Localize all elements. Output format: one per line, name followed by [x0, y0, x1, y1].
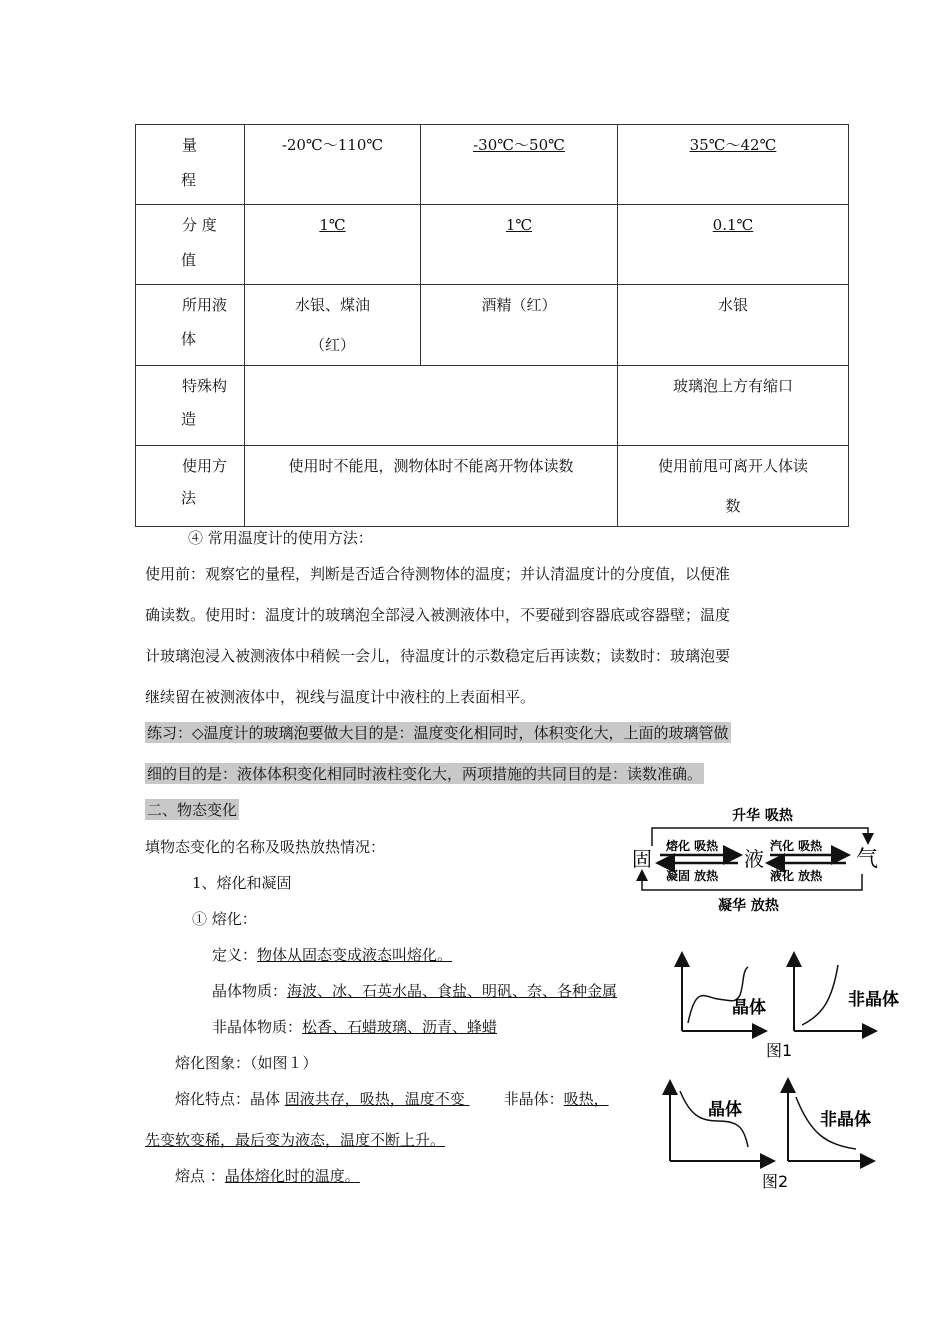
solid-label: 固 [632, 847, 652, 871]
figure-1 [670, 945, 899, 1065]
table-cell: -30℃～50℃ [421, 125, 618, 205]
exercise-line: 细的目的是：液体体积变化相同时液柱变化大，两项措施的共同目的是：读数准确。 [147, 765, 703, 783]
table-cell: 酒精（红） [421, 285, 618, 366]
table-row [136, 285, 849, 366]
exercise-line: 练习：◇温度计的玻璃泡要做大目的是：温度变化相同时，体积变化大，上面的玻璃管做 [147, 724, 729, 742]
liquid-label: 液 [744, 847, 764, 871]
table-cell: 1℃ [245, 205, 421, 285]
state-change-diagram [620, 800, 890, 915]
melting-feature: 熔化特点：晶体 固液共存，吸热，温度不变 非晶体：吸热， [175, 1090, 609, 1108]
table-cell: 使用时不能甩，测物体时不能离开物体读数 [245, 446, 618, 527]
table-row [136, 446, 849, 527]
row-label: 分 度 [136, 205, 245, 285]
table-cell: 35℃～42℃ [618, 125, 849, 205]
row-label-cont: 法 [181, 489, 197, 507]
row-label: 量 [136, 125, 245, 205]
gas-label: 气 [856, 847, 879, 872]
crystal-list: 晶体物质：海波、冰、石英水晶、食盐、明矾、奈、各种金属 [212, 982, 618, 1000]
table-cell: 1℃ [421, 205, 618, 285]
table-cell [245, 366, 618, 446]
fig1-noncrystal-label: 非晶体 [848, 990, 899, 1010]
table-cell: 水银 [618, 285, 849, 366]
usage-line: 使用前：观察它的量程，判断是否适合待测物体的温度；并认清温度计的分度值，以便准 [145, 565, 731, 583]
vaporization-label: 汽化 吸热 [770, 839, 823, 853]
noncrystal-melting-curve [802, 965, 838, 1025]
sub-heading: 1、熔化和凝固 [192, 874, 292, 892]
melting-feature-cont: 先变软变稀，最后变为液态，温度不断上升。 [145, 1131, 446, 1149]
row-label-cont: 值 [181, 251, 197, 269]
noncrystal-list: 非晶体物质：松香、石蜡玻璃、沥青、蜂蜡 [212, 1018, 498, 1036]
table-cell: -20℃～110℃ [245, 125, 421, 205]
melting-label: 熔化 吸热 [666, 839, 719, 853]
fig2-noncrystal-label: 非晶体 [820, 1110, 871, 1130]
figure-2 [660, 1075, 885, 1195]
sublimation-label: 升华 吸热 [732, 808, 793, 824]
table-cell: 使用前甩可离开人体读 数 [618, 446, 849, 527]
condensation-label: 液化 放热 [770, 869, 823, 883]
freezing-label: 凝固 放热 [666, 869, 719, 883]
table-row [136, 205, 849, 285]
table-cell: 玻璃泡上方有缩口 [618, 366, 849, 446]
fig1-crystal-label: 晶体 [732, 998, 766, 1018]
row-label: 所用液 [136, 285, 245, 366]
thermometer-table [135, 124, 849, 527]
row-label: 特殊构 [136, 366, 245, 446]
melting-point: 熔点 ：晶体熔化时的温度。 [175, 1167, 360, 1185]
section-title: 二、物态变化 [147, 801, 238, 819]
section-intro: 填物态变化的名称及吸热放热情况： [145, 838, 386, 856]
table-row [136, 366, 849, 446]
fig2-crystal-label: 晶体 [708, 1100, 742, 1120]
usage-line: 确读数。使用时：温度计的玻璃泡全部浸入被测液体中，不要碰到容器底或容器壁；温度 [145, 606, 731, 624]
usage-heading: ④ 常用温度计的使用方法： [188, 529, 373, 547]
table-cell: 0.1℃ [618, 205, 849, 285]
sub-heading: ① 熔化： [192, 910, 257, 928]
graph-reference: 熔化图象：（如图１） [175, 1054, 318, 1072]
fig2-caption: 图2 [762, 1172, 789, 1191]
usage-line: 计玻璃泡浸入被测液体中稍候一会儿，待温度计的示数稳定后再读数；读数时：玻璃泡要 [145, 647, 731, 665]
fig1-caption: 图1 [766, 1041, 793, 1060]
definition: 定义：物体从固态变成液态叫熔化。 [212, 946, 453, 964]
usage-line: 继续留在被测液体中，视线与温度计中液柱的上表面相平。 [145, 688, 536, 706]
deposition-label: 凝华 放热 [718, 898, 779, 914]
table-cell: 水银、煤油 （红） [245, 285, 421, 366]
row-label: 使用方 [136, 446, 245, 527]
row-label-cont: 造 [181, 410, 197, 428]
table-row [136, 125, 849, 205]
row-label-cont: 程 [181, 171, 197, 189]
row-label-cont: 体 [181, 330, 197, 348]
